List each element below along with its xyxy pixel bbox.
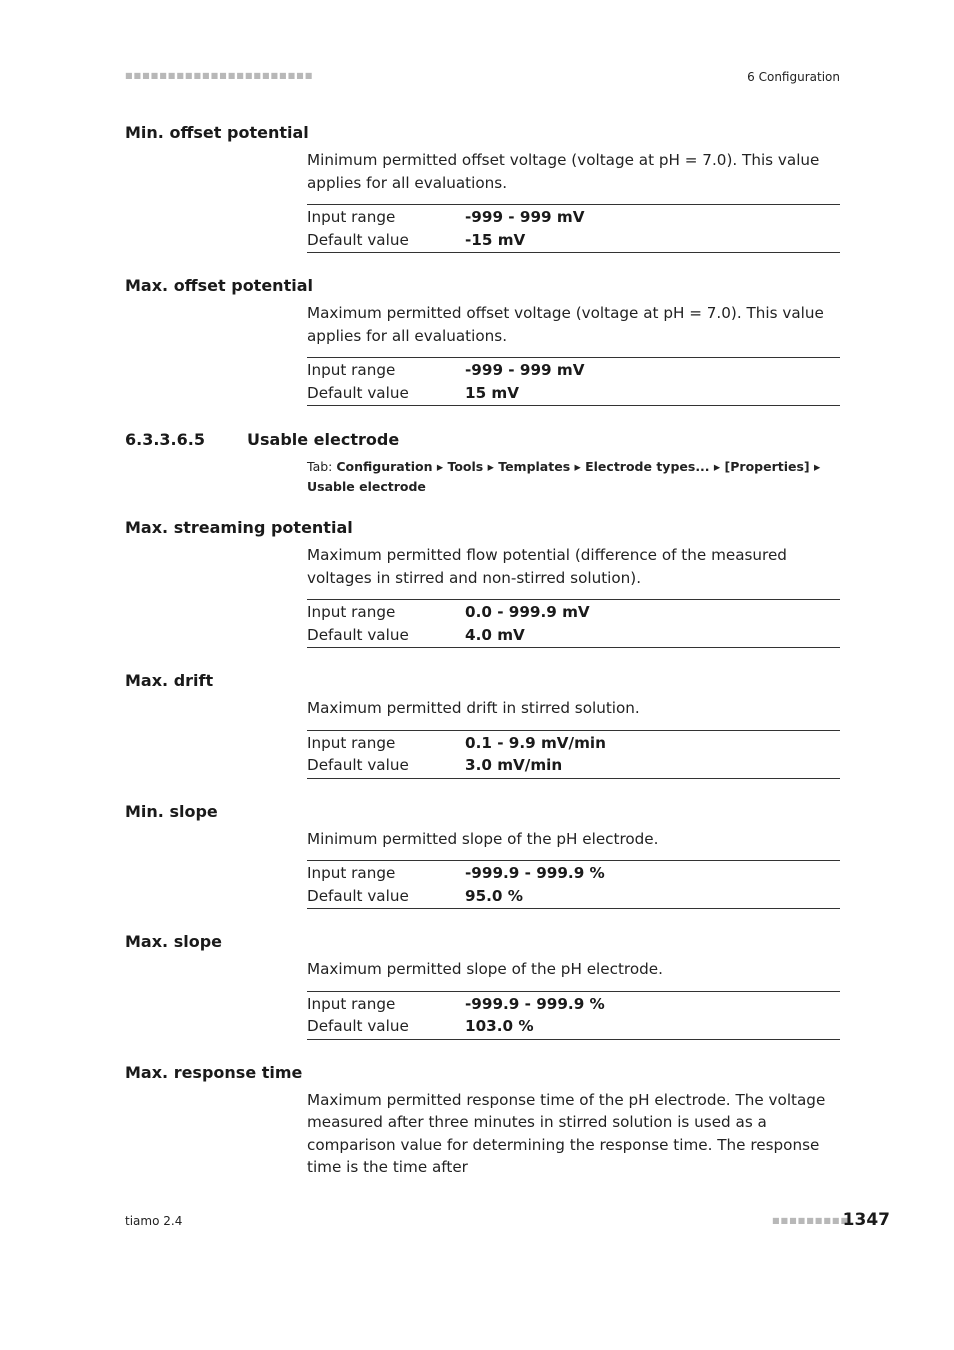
table-row xyxy=(307,862,840,885)
chapter-title: 6 Configuration xyxy=(747,70,840,84)
param-title: Min. slope xyxy=(125,801,218,821)
section-title: Usable electrode xyxy=(247,430,400,449)
default-value-label: Default value xyxy=(307,625,409,644)
table-row xyxy=(307,624,840,647)
default-value-label: Default value xyxy=(307,886,409,905)
tab-path xyxy=(307,457,840,497)
input-range-value: 0.0 - 999.9 mV xyxy=(465,603,590,621)
default-value-value: -15 mV xyxy=(465,230,526,249)
default-value-label: Default value xyxy=(307,756,409,774)
param-description: Maximum permitted slope of the pH electrode. xyxy=(307,960,663,978)
footer-dots: ■■■■■■■■■ xyxy=(772,1216,850,1225)
param-description: Maximum permitted flow potential (difference of the measured voltages in stirred and non-stirred solution). xyxy=(307,546,787,587)
param-table xyxy=(307,204,840,253)
param-title: Max. drift xyxy=(125,671,214,690)
input-range-value: -999 - 999 mV xyxy=(465,208,585,226)
param-title: Min. offset potential xyxy=(125,123,309,142)
section-heading xyxy=(125,429,840,497)
default-value-value: 95.0 % xyxy=(465,886,523,905)
param-block xyxy=(125,517,840,648)
default-value-label: Default value xyxy=(307,383,409,402)
table-row xyxy=(307,359,840,382)
param-title: Max. offset potential xyxy=(125,276,313,295)
param-description: Minimum permitted slope of the pH electrode. xyxy=(307,829,659,848)
table-row xyxy=(307,754,840,777)
param-table xyxy=(307,599,840,648)
param-block xyxy=(125,275,840,406)
input-range-value: -999.9 - 999.9 % xyxy=(465,994,605,1013)
default-value-label: Default value xyxy=(307,230,409,249)
default-value-value: 3.0 mV/min xyxy=(465,756,563,774)
input-range-label: Input range xyxy=(307,603,396,621)
input-range-label: Input range xyxy=(307,733,396,752)
tab-prefix: Tab: xyxy=(307,459,337,474)
table-row xyxy=(307,885,840,908)
default-value-label: Default value xyxy=(307,1017,409,1035)
param-description: Minimum permitted offset voltage (voltage at pH = 7.0). This value applies for all evaluations. xyxy=(307,151,820,192)
page-content xyxy=(125,122,840,1179)
default-value-value: 103.0 % xyxy=(465,1017,534,1035)
param-block xyxy=(125,931,840,1040)
table-row xyxy=(307,1015,840,1038)
default-value-value: 15 mV xyxy=(465,383,520,402)
param-block xyxy=(125,670,840,779)
page-number: 1347 xyxy=(842,1210,890,1230)
table-row xyxy=(307,732,840,755)
param-title: Max. streaming potential xyxy=(125,518,353,537)
param-description: Maximum permitted response time of the pH electrode. The voltage measured after three minutes in stirred solution is used as a comparison value for determining the response time. The response time is the time after xyxy=(307,1090,826,1176)
param-table xyxy=(307,357,840,406)
param-table xyxy=(307,860,840,909)
table-row xyxy=(307,601,840,624)
param-title: Max. response time xyxy=(125,1062,303,1082)
input-range-label: Input range xyxy=(307,361,396,379)
tab-path-text: Configuration ▸ Tools ▸ Templates ▸ Electrode types... ▸ [Properties] ▸ Usable electrode xyxy=(307,459,821,494)
input-range-value: -999 - 999 mV xyxy=(465,361,585,379)
input-range-label: Input range xyxy=(307,864,396,882)
param-block xyxy=(125,122,840,253)
table-row xyxy=(307,993,840,1016)
table-row xyxy=(307,382,840,405)
input-range-value: 0.1 - 9.9 mV/min xyxy=(465,733,606,752)
param-block xyxy=(125,801,840,910)
section-number: 6.3.3.6.5 xyxy=(125,430,205,449)
param-description: Maximum permitted offset voltage (voltage at pH = 7.0). This value applies for all evaluations. xyxy=(307,304,824,345)
header-dots: ■■■■■■■■■■■■■■■■■■■■■■ xyxy=(125,71,314,80)
param-title: Max. slope xyxy=(125,932,222,951)
param-table xyxy=(307,730,840,779)
table-row xyxy=(307,206,840,229)
table-row xyxy=(307,229,840,252)
param-description: Maximum permitted drift in stirred solution. xyxy=(307,699,640,717)
input-range-label: Input range xyxy=(307,208,396,226)
input-range-label: Input range xyxy=(307,994,396,1013)
default-value-value: 4.0 mV xyxy=(465,625,525,644)
param-block xyxy=(125,1062,840,1179)
input-range-value: -999.9 - 999.9 % xyxy=(465,864,605,882)
param-table xyxy=(307,991,840,1040)
product-name: tiamo 2.4 xyxy=(125,1214,183,1228)
